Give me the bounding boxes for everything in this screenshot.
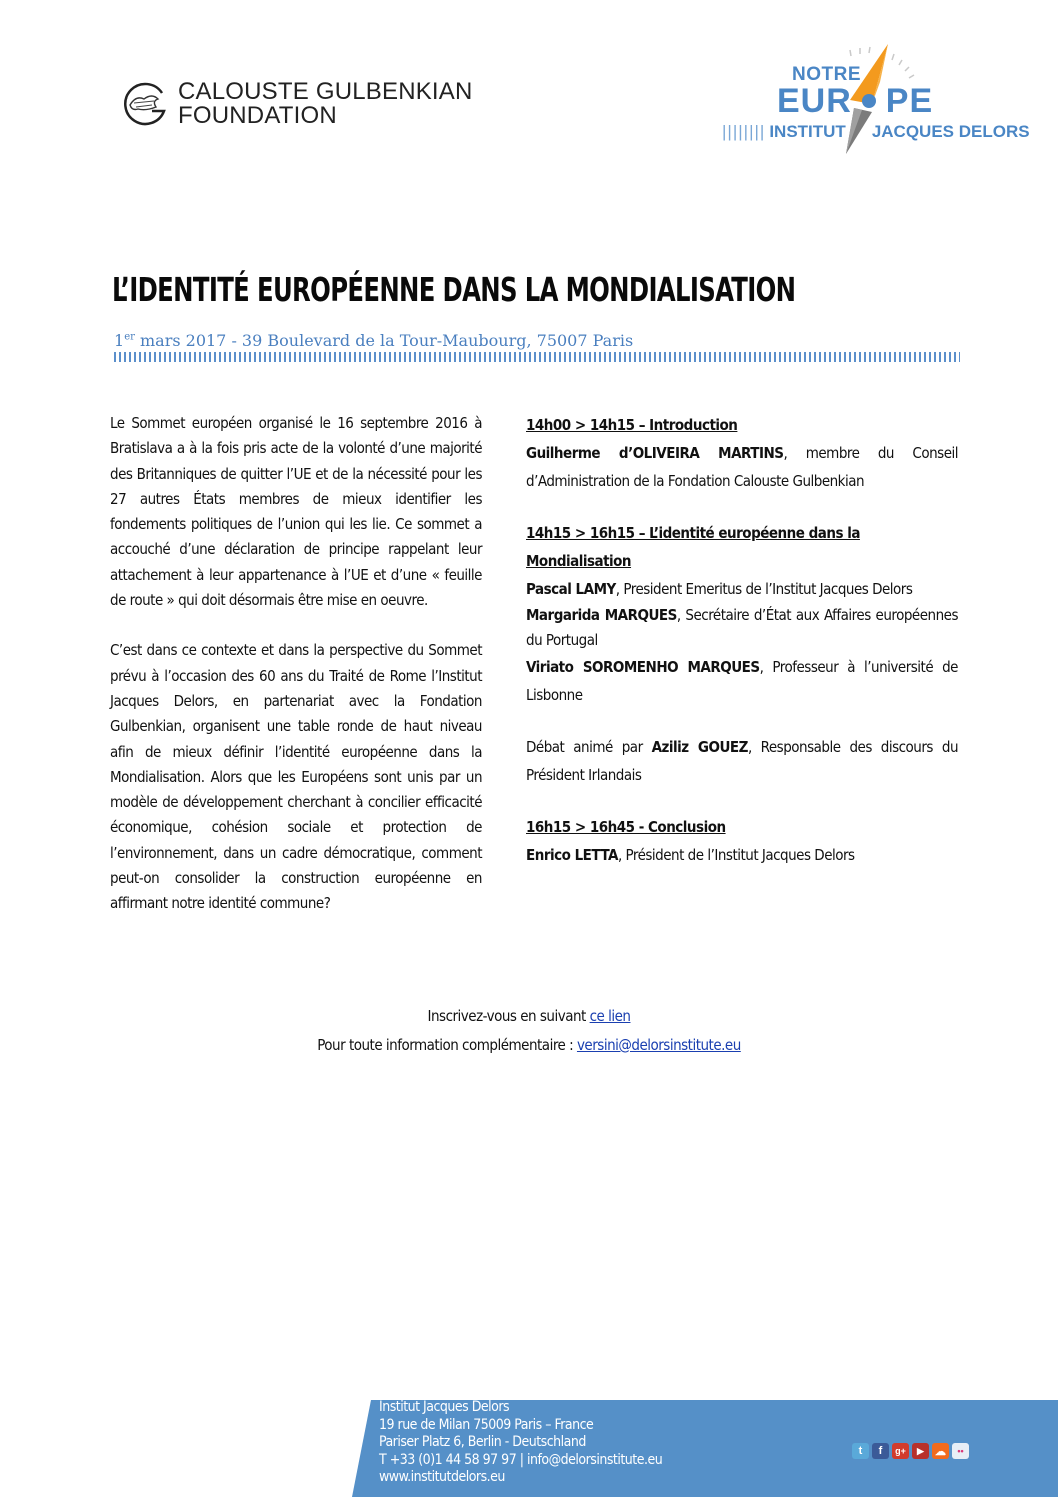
- event-date-location: [114, 331, 633, 350]
- intro-paragraph-2: C’est dans ce contexte et dans la perspective du Sommet prévu à l’occasion des 60 ans du Traité de Rome l’Institut Jacques Delors, en partenariat avec la Fondation Gulbenkian, organisent une table ronde de haut niveau afin de mieux définir l’identité européenne dans la Mondialisation. Alors que les Européens sont unis par un modèle de développement cherchant à concilier efficacité économique, cohésion sociale et protection de l’environnement, dans un cadre démocratique, comment peut-on consolider la construction européenne en affirmant notre identité commune?: [110, 641, 482, 913]
- footer-address-berlin: Pariser Platz 6, Berlin - Deutschland: [379, 1434, 586, 1450]
- gulbenkian-logo: [122, 80, 473, 128]
- notre-europe-institut-line: [722, 122, 1030, 142]
- youtube-icon[interactable]: ▶: [912, 1443, 929, 1459]
- session-heading: 14h15 > 16h15 – L’identité européenne dans la Mondialisation: [526, 524, 860, 570]
- footer-address-paris: 19 rue de Milan 75009 Paris – France: [379, 1416, 594, 1433]
- footer-org-name: Institut Jacques Delors: [379, 1399, 510, 1415]
- gulbenkian-name-line1: CALOUSTE GULBENKIAN: [178, 78, 473, 105]
- session-introduction: [526, 411, 958, 495]
- speaker-role: , Président de l’Institut Jacques Delors: [617, 846, 855, 864]
- speaker-name: Pascal LAMY: [526, 580, 616, 598]
- gulbenkian-emblem-icon: [122, 81, 168, 127]
- notre-europe-europe: [777, 82, 933, 121]
- notre-europe-notre: NOTRE: [792, 64, 861, 85]
- contact-line: [0, 1031, 1058, 1060]
- flickr-icon[interactable]: ••: [952, 1443, 969, 1459]
- contact-text: Pour toute information complémentaire :: [317, 1036, 577, 1054]
- footer-website: www.institutdelors.eu: [379, 1469, 505, 1485]
- speaker-name: Enrico LETTA: [526, 846, 618, 864]
- registration-text: Inscrivez-vous en suivant: [427, 1007, 590, 1025]
- google-plus-icon[interactable]: g+: [892, 1443, 909, 1459]
- speaker-role: , Professeur à l’université de Lisbonne: [526, 658, 958, 704]
- speaker-name: Margarida MARQUES: [526, 606, 677, 624]
- gulbenkian-name-line2: FOUNDATION: [178, 102, 337, 129]
- session-main: [526, 519, 958, 789]
- moderator-prefix: Débat animé par: [526, 738, 652, 756]
- facebook-icon[interactable]: f: [872, 1443, 889, 1459]
- social-links: [852, 1443, 969, 1459]
- speaker-role: , President Emeritus de l’Institut Jacques Delors: [615, 580, 913, 598]
- notre-europe-pe: PE: [885, 82, 934, 120]
- intro-text: [110, 411, 482, 942]
- speaker-name: Guilherme d’OLIVEIRA MARTINS: [526, 444, 784, 462]
- speaker: [526, 439, 958, 495]
- moderator-role: , Responsable des discours du Président Irlandais: [526, 738, 959, 784]
- footer-address: [379, 1399, 662, 1487]
- soundcloud-icon[interactable]: ☁: [932, 1443, 949, 1459]
- session-conclusion: [526, 813, 958, 869]
- contact-email-link[interactable]: versini@delorsinstitute.eu: [576, 1036, 741, 1054]
- speaker: [526, 653, 958, 709]
- session-heading: 14h00 > 14h15 – Introduction: [526, 416, 738, 434]
- session-heading: 16h15 > 16h45 - Conclusion: [526, 818, 726, 836]
- moderator: [526, 733, 958, 789]
- page-title: L’IDENTITÉ EUROPÉENNE DANS LA MONDIALISATION: [112, 270, 796, 309]
- intro-paragraph-1: Le Sommet européen organisé le 16 septembre 2016 à Bratislava a à la fois pris acte de la volonté d’une majorité des Britanniques de quitter l’UE et de la nécessité pour les 27 autres États membres de mieux identifier les fondements politiques de l’union qui les lie. Ce sommet a accouché d’une déclaration de principe rappelant leur attachement à leur appartenance à l’UE et d’une « feuille de route » qui doit désormais être mise en oeuvre.: [110, 414, 482, 610]
- date-suffix: er: [124, 331, 135, 343]
- speaker-name: Viriato SOROMENHO MARQUES: [526, 658, 760, 676]
- twitter-icon[interactable]: t: [852, 1443, 869, 1459]
- speaker-role: , Secrétaire d’État aux Affaires européennes du Portugal: [526, 606, 958, 649]
- speaker: [526, 841, 958, 869]
- notre-europe-institut: INSTITUT: [769, 122, 846, 141]
- notre-europe-logo: [722, 42, 1030, 157]
- program: [526, 411, 958, 869]
- notre-europe-bars: ||||||||: [722, 122, 766, 141]
- notre-europe-jacques-delors: JACQUES DELORS: [871, 122, 1030, 141]
- registration-info: [0, 1002, 1058, 1060]
- date-location-text: mars 2017 - 39 Boulevard de la Tour-Maubourg, 75007 Paris: [134, 331, 634, 350]
- footer-phone-email: T +33 (0)1 44 58 97 97 | info@delorsinstitute.eu: [379, 1451, 663, 1468]
- speaker-role: , membre du Conseil d’Administration de la Fondation Calouste Gulbenkian: [526, 444, 958, 490]
- dashed-divider: [114, 352, 960, 362]
- europe-dot-icon: [862, 94, 876, 108]
- speaker: [526, 603, 958, 653]
- date-day: 1: [114, 331, 125, 350]
- registration-link[interactable]: ce lien: [589, 1007, 631, 1025]
- moderator-name: Aziliz GOUEZ: [651, 738, 748, 756]
- speaker: [526, 575, 958, 603]
- notre-europe-eur: EUR: [777, 82, 852, 120]
- registration-line: [0, 1002, 1058, 1031]
